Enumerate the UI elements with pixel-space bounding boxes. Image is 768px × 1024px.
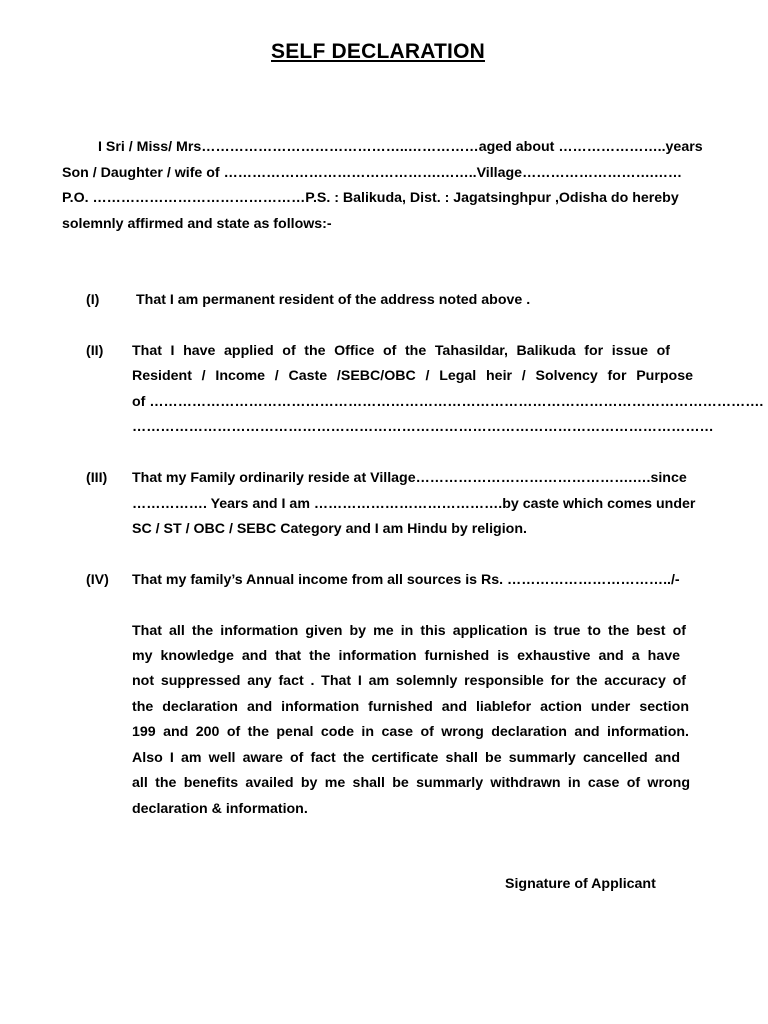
clause-line: That I am permanent resident of the address noted above .: [136, 292, 531, 308]
intro-line-2: Son / Daughter / wife of ……………………………………….……..Village……………………….……: [62, 165, 683, 181]
declaration-line: 199 and 200 of the penal code in case of wrong declaration and information.: [132, 724, 689, 740]
clause-number: (II): [86, 343, 104, 359]
clause-line: SC / ST / OBC / SEBC Category and I am Hindu by religion.: [132, 521, 527, 537]
declaration-line: not suppressed any fact . That I am solemnly responsible for the accuracy of: [132, 673, 686, 689]
intro-line-4: solemnly affirmed and state as follows:-: [62, 216, 332, 232]
declaration-line: declaration & information.: [132, 801, 308, 817]
intro-line-1: I Sri / Miss/ Mrs……………………………………..……………aged about …………………..years: [98, 139, 703, 155]
signature-label: Signature of Applicant: [505, 876, 656, 892]
clause-number: (I): [86, 292, 100, 308]
clause-line: That my Family ordinarily reside at Village……………………………………….….since: [132, 470, 687, 486]
intro-line-3: P.O. ………………………………………P.S. : Balikuda, Dist. : Jagatsinghpur ,Odisha do hereby: [62, 190, 679, 206]
page-title: SELF DECLARATION: [271, 40, 485, 63]
clause-line: of ………………………………………………………………………………………………………………….: [132, 394, 764, 410]
declaration-line: my knowledge and that the information furnished is exhaustive and a have: [132, 648, 680, 664]
clause-line: ……………. Years and I am ………………………………….by caste which comes under: [132, 496, 696, 512]
declaration-line: That all the information given by me in this application is true to the best of: [132, 623, 686, 639]
declaration-line: Also I am well aware of fact the certificate shall be summarly cancelled and: [132, 750, 680, 766]
clause-line: Resident / Income / Caste /SEBC/OBC / Legal heir / Solvency for Purpose: [132, 368, 693, 384]
clause-line: ……………………………………………………………………………………………………………: [132, 419, 714, 435]
declaration-line: all the benefits availed by me shall be summarly withdrawn in case of wrong: [132, 775, 690, 791]
clause-number: (IV): [86, 572, 109, 588]
clause-line: That my family’s Annual income from all sources is Rs. ……………………………../-: [132, 572, 680, 588]
clause-number: (III): [86, 470, 108, 486]
clause-line: That I have applied of the Office of the Tahasildar, Balikuda for issue of: [132, 343, 670, 359]
declaration-line: the declaration and information furnished and liablefor action under section: [132, 699, 689, 715]
